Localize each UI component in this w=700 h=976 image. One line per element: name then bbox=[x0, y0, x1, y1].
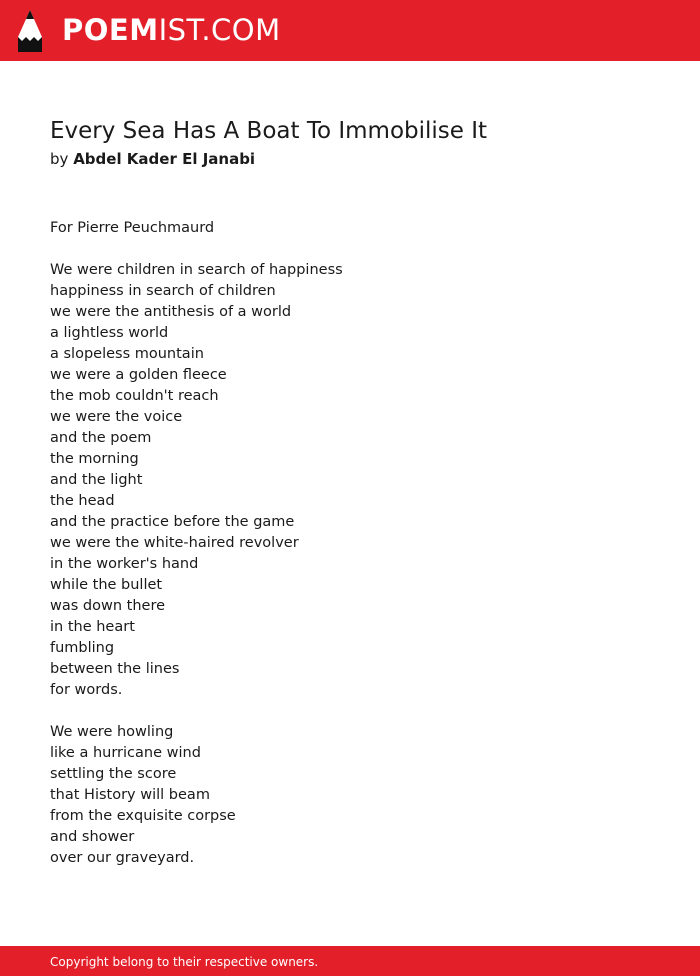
blank-line bbox=[50, 701, 650, 722]
stanza-2 bbox=[50, 722, 650, 869]
poem-body bbox=[50, 218, 650, 869]
site-footer bbox=[0, 946, 700, 976]
poem-line: over our graveyard. bbox=[50, 850, 195, 866]
poem-line: and the poem bbox=[50, 430, 152, 446]
dedication: For Pierre Peuchmaurd bbox=[50, 220, 215, 236]
blank-line bbox=[50, 239, 650, 260]
poem-line: the morning bbox=[50, 451, 139, 467]
site-header bbox=[0, 0, 700, 61]
poem-line: we were the voice bbox=[50, 409, 183, 425]
poem-line: and the light bbox=[50, 472, 143, 488]
poem-line: We were children in search of happiness bbox=[50, 262, 343, 278]
poem-line: while the bullet bbox=[50, 577, 163, 593]
poem-line: was down there bbox=[50, 598, 166, 614]
pencil-tip-icon bbox=[17, 10, 43, 52]
stanza-1 bbox=[50, 260, 650, 701]
poem-line: in the worker's hand bbox=[50, 556, 199, 572]
poem-line: a lightless world bbox=[50, 325, 169, 341]
byline bbox=[50, 148, 255, 170]
poem-line: a slopeless mountain bbox=[50, 346, 204, 362]
poem-line: and the practice before the game bbox=[50, 514, 295, 530]
author-name: Abdel Kader El Janabi bbox=[73, 150, 256, 168]
poem-line: We were howling bbox=[50, 724, 174, 740]
poem-line: between the lines bbox=[50, 661, 180, 677]
poem-line: fumbling bbox=[50, 640, 115, 656]
poem-line: we were a golden fleece bbox=[50, 367, 227, 383]
poem-line: from the exquisite corpse bbox=[50, 808, 236, 824]
poem-title: Every Sea Has A Boat To Immobilise It bbox=[50, 118, 488, 144]
site-logo[interactable] bbox=[62, 12, 281, 48]
by-label: by bbox=[50, 150, 69, 168]
poem-line: and shower bbox=[50, 829, 135, 845]
poem-line: like a hurricane wind bbox=[50, 745, 201, 761]
poem-line: the head bbox=[50, 493, 115, 509]
copyright-text: Copyright belong to their respective owners. bbox=[50, 955, 319, 969]
poem-line: the mob couldn't reach bbox=[50, 388, 219, 404]
poem-line: we were the white-haired revolver bbox=[50, 535, 299, 551]
logo-bold-text: POEM bbox=[62, 13, 159, 47]
poem-line: that History will beam bbox=[50, 787, 210, 803]
poem-line: happiness in search of children bbox=[50, 283, 276, 299]
poem-line: in the heart bbox=[50, 619, 135, 635]
poem-line: we were the antithesis of a world bbox=[50, 304, 292, 320]
poem-line: for words. bbox=[50, 682, 123, 698]
logo-light-text: IST.COM bbox=[158, 13, 281, 47]
poem-line: settling the score bbox=[50, 766, 177, 782]
